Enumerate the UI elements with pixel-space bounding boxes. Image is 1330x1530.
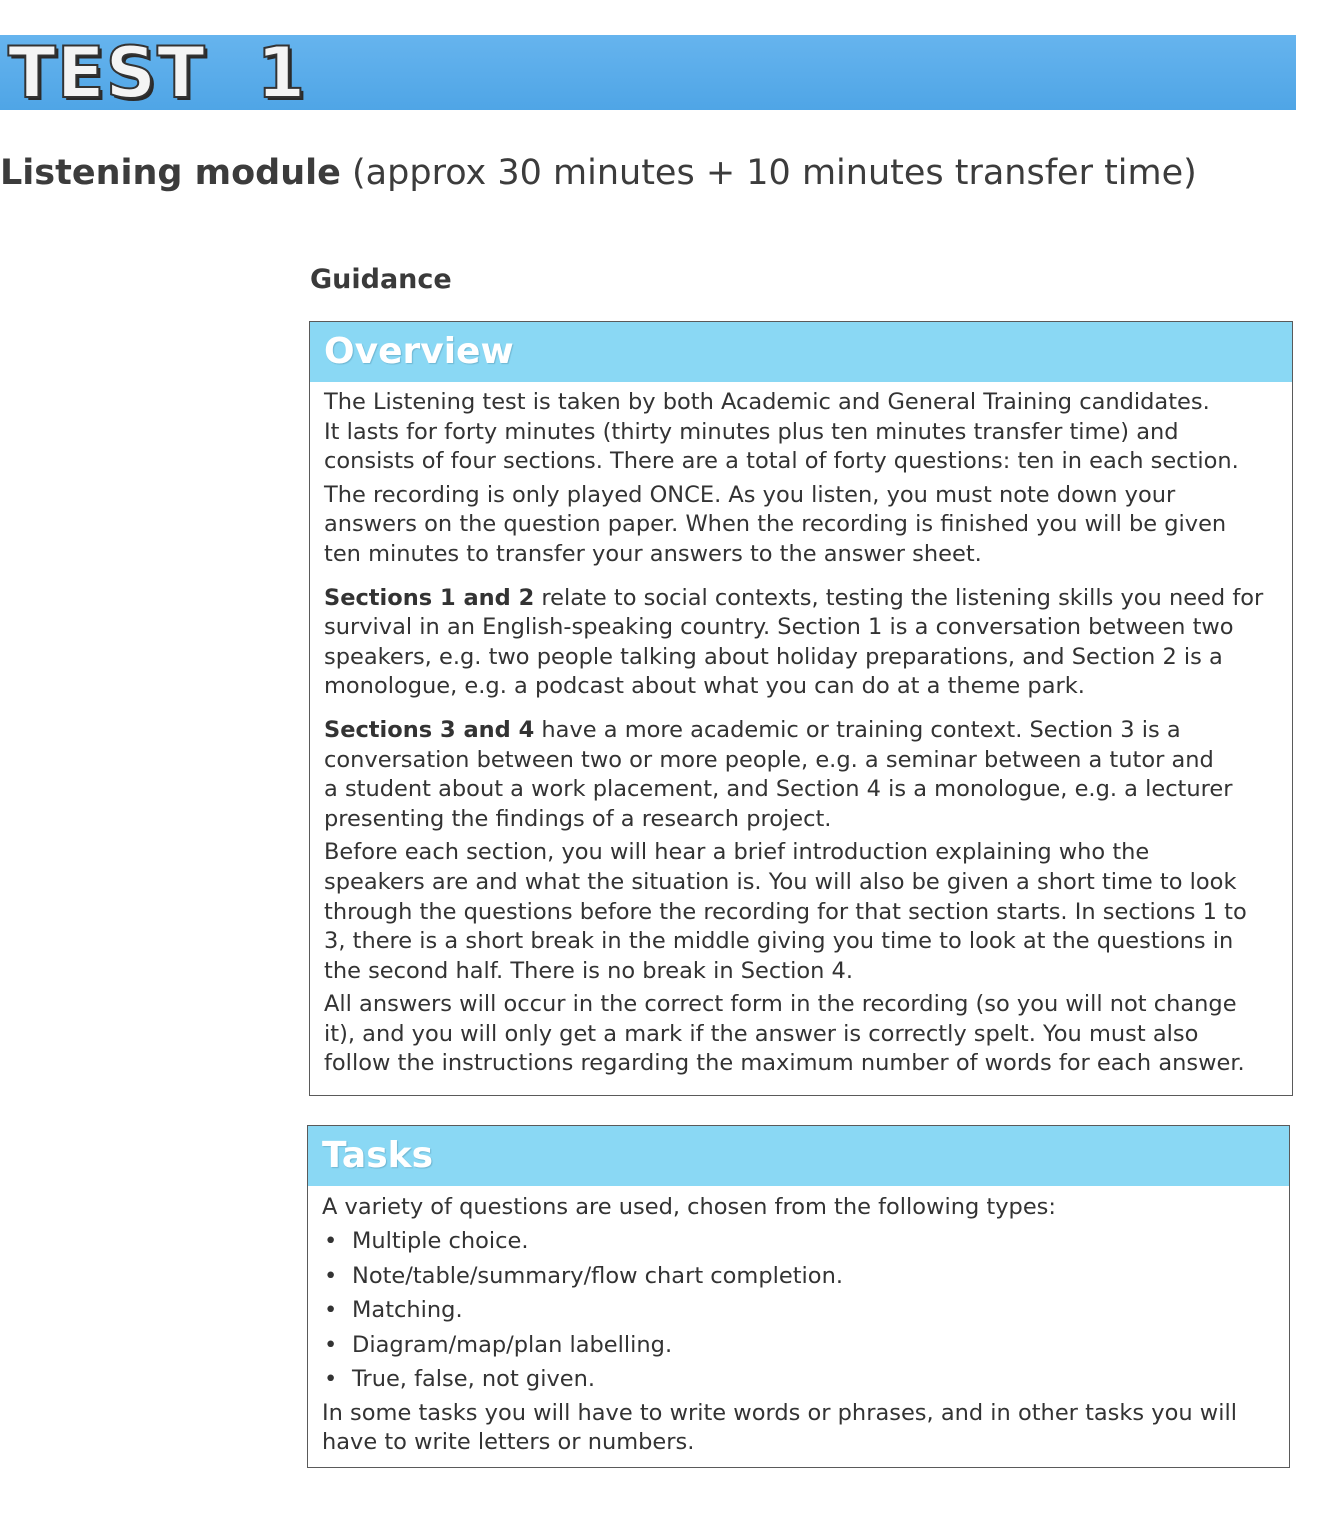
tasks-intro: A variety of questions are used, chosen from the following types:	[322, 1194, 1056, 1220]
overview-line: monologue, e.g. a podcast about what you can do at a theme park.	[324, 673, 1085, 700]
module-heading	[0, 150, 1197, 196]
list-item	[322, 1328, 1275, 1363]
overview-line: speakers are and what the situation is. You will also be given a short time to look	[324, 868, 1237, 895]
overview-line: speakers, e.g. two people talking about holiday preparations, and Section 2 is a	[324, 643, 1223, 670]
list-item	[322, 1293, 1275, 1328]
bullet-icon: •	[324, 1297, 338, 1323]
overview-line: through the questions before the recording for that section starts. In sections 1 to	[324, 898, 1247, 925]
bullet-icon: •	[324, 1262, 338, 1289]
overview-line: All answers will occur in the correct form in the recording (so you will not change	[324, 991, 1237, 1018]
tasks-outro-line: In some tasks you will have to write words or phrases, and in other tasks you will	[322, 1399, 1237, 1426]
test-title: TEST 1	[8, 32, 307, 114]
overview-line: 3, there is a short break in the middle giving you time to look at the questions in	[324, 928, 1234, 955]
tasks-outro-line: have to write letters or numbers.	[322, 1429, 695, 1456]
overview-paragraph-5	[324, 838, 1278, 986]
overview-box	[309, 321, 1293, 1096]
overview-line: answers on the question paper. When the recording is finished you will be given	[324, 511, 1227, 538]
overview-line: have a more academic or training context. Section 3 is a	[534, 716, 1181, 743]
task-type: True, false, not given.	[352, 1366, 596, 1392]
list-item	[322, 1224, 1275, 1259]
overview-line: presenting the findings of a research project.	[324, 805, 832, 832]
overview-line: follow the instructions regarding the maximum number of words for each answer.	[324, 1050, 1245, 1077]
overview-header	[310, 322, 1292, 382]
bullet-icon: •	[324, 1228, 338, 1254]
guidance-heading: Guidance	[310, 264, 452, 295]
task-type: Diagram/map/plan labelling.	[352, 1331, 673, 1358]
overview-paragraph-2	[324, 481, 1278, 570]
task-type: Matching.	[352, 1297, 463, 1323]
task-type-list	[322, 1224, 1275, 1397]
overview-body	[310, 382, 1292, 1079]
sections-1-2-label: Sections 1 and 2	[324, 584, 535, 611]
overview-line: The Listening test is taken by both Academic and General Training candidates.	[324, 389, 1210, 415]
overview-paragraph-6	[324, 990, 1278, 1079]
overview-line: It lasts for forty minutes (thirty minutes plus ten minutes transfer time) and	[324, 418, 1179, 445]
overview-line: survival in an English-speaking country. Section 1 is a conversation between two	[324, 614, 1234, 641]
overview-line: Before each section, you will hear a brief introduction explaining who the	[324, 839, 1150, 866]
module-title: Listening module	[0, 153, 341, 193]
tasks-outro	[322, 1399, 1275, 1458]
overview-paragraph-3	[324, 584, 1278, 702]
overview-line: conversation between two or more people, e.g. a seminar between a tutor and	[324, 746, 1214, 773]
overview-line: The recording is only played ONCE. As you listen, you must note down your	[324, 481, 1176, 508]
list-item	[322, 1362, 1275, 1397]
tasks-body	[308, 1186, 1289, 1458]
overview-line: a student about a work placement, and Section 4 is a monologue, e.g. a lecturer	[324, 776, 1233, 803]
overview-line: the second half. There is no break in Section 4.	[324, 957, 853, 984]
overview-title: Overview	[324, 331, 514, 372]
tasks-box	[307, 1125, 1290, 1468]
sections-3-4-label: Sections 3 and 4	[324, 716, 535, 743]
task-type: Multiple choice.	[352, 1228, 529, 1254]
tasks-title: Tasks	[322, 1135, 434, 1176]
overview-paragraph-1	[324, 388, 1278, 477]
test-banner	[0, 32, 1296, 114]
overview-line: relate to social contexts, testing the listening skills you need for	[534, 584, 1264, 611]
module-duration: (approx 30 minutes + 10 minutes transfer time)	[340, 153, 1197, 193]
bullet-icon: •	[324, 1331, 338, 1358]
bullet-icon: •	[324, 1366, 338, 1392]
overview-line: ten minutes to transfer your answers to the answer sheet.	[324, 540, 982, 567]
overview-line: consists of four sections. There are a total of forty questions: ten in each section.	[324, 448, 1239, 475]
list-item	[322, 1259, 1275, 1294]
overview-paragraph-4	[324, 716, 1278, 834]
tasks-header	[308, 1126, 1289, 1186]
overview-line: it), and you will only get a mark if the answer is correctly spelt. You must also	[324, 1020, 1199, 1047]
task-type: Note/table/summary/flow chart completion.	[352, 1262, 843, 1289]
